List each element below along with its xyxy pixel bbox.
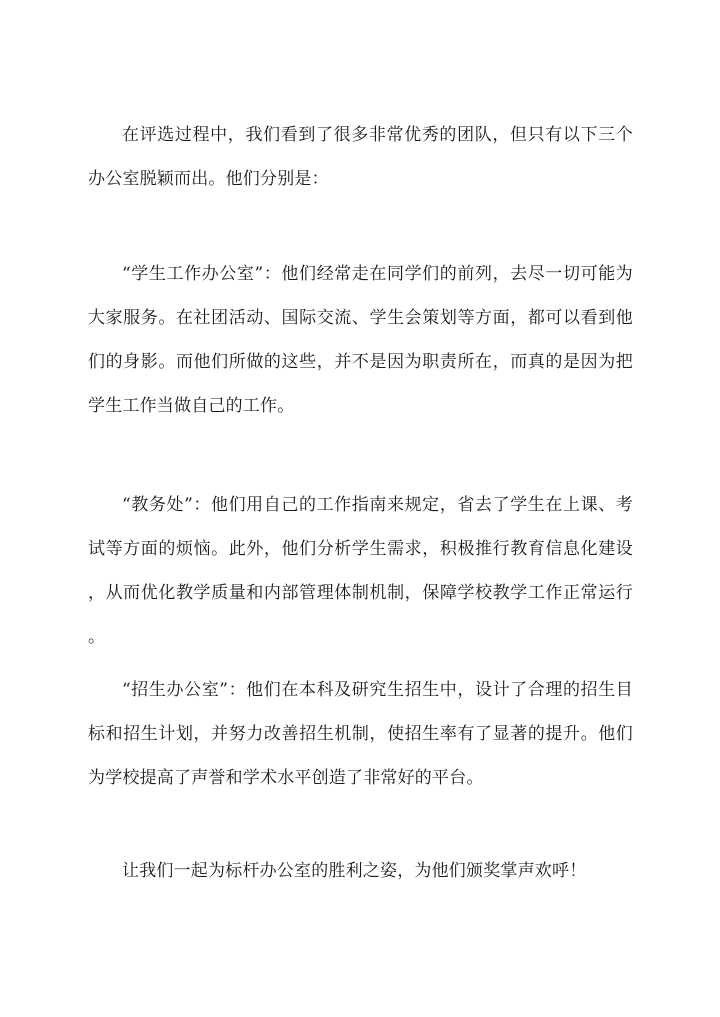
paragraph-student-affairs-office: “学生工作办公室”：他们经常走在同学们的前列，去尽一切可能为大家服务。在社团活动、国际交流、学生会策划等方面，都可以看到他们的身影。而他们所做的这些，并不是因为职责所在，而真的是因为把学生工作当做自己的工作。	[88, 264, 633, 416]
paragraph-closing: 让我们一起为标杆办公室的胜利之姿，为他们颁奖掌声欢呼！	[122, 861, 587, 881]
paragraph-admissions-office: “招生办公室”：他们在本科及研究生招生中，设计了合理的招生目标和招生计划，并努力改善招生机制，使招生率有了显著的提升。他们为学校提高了声誉和学术水平创造了非常好的平台。	[88, 680, 633, 788]
paragraph-academic-affairs-office: “教务处”：他们用自己的工作指南来规定，省去了学生在上课、考试等方面的烦恼。此外，他们分析学生需求，积极推行教育信息化建设，从而优化教学质量和内部管理体制机制，保障学校教学工作正常运行。	[88, 495, 633, 647]
paragraph-intro: 在评选过程中，我们看到了很多非常优秀的团队，但只有以下三个办公室脱颖而出。他们分别是：	[88, 125, 633, 189]
